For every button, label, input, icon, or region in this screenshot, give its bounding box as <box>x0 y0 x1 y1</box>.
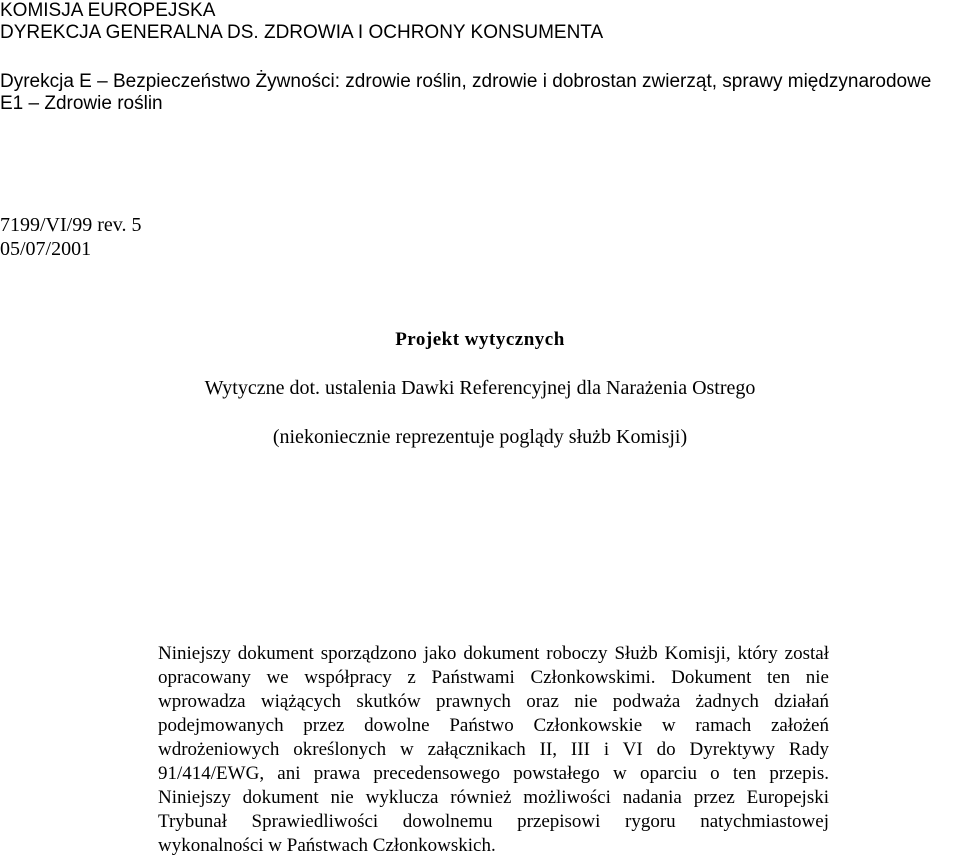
directorate-general-name: DYREKCJA GENERALNA DS. ZDROWIA I OCHRONY KONSUMENTA <box>0 22 604 43</box>
unit-name: E1 – Zdrowie roślin <box>0 93 163 114</box>
document-date: 05/07/2001 <box>0 238 92 260</box>
document-disclaimer: (niekoniecznie reprezentuje poglądy służb Komisji) <box>272 426 688 448</box>
document-heading: Projekt wytycznych <box>395 329 565 350</box>
directorate-name: Dyrekcja E – Bezpieczeństwo Żywności: zdrowie roślin, zdrowie i dobrostan zwierząt, sprawy międzynarodowe <box>0 71 932 92</box>
document-reference-number: 7199/VI/99 rev. 5 <box>0 214 142 236</box>
organization-name: KOMISJA EUROPEJSKA <box>0 0 216 21</box>
document-subject: Wytyczne dot. ustalenia Dawki Referencyjnej dla Narażenia Ostrego <box>204 377 756 399</box>
legal-notice-paragraph: Niniejszy dokument sporządzono jako dokument roboczy Służb Komisji, który został opracowany we współpracy z Państwami Członkowskimi. Dokument ten nie wprowadza wiążących skutków prawnych oraz nie podważa żadnych działań podejmowanych przez dowolne Państwo Członkowskie w ramach założeń wdrożeniowych określonych w załącznikach II, III i VI do Dyrektywy Rady 91/414/EWG, ani prawa precedensowego powstałego w oparciu o ten przepis. Niniejszy dokument nie wyklucza również możliwości nadania przez Europejski Trybunał Sprawiedliwości dowolnemu przepisowi rygoru natychmiastowej wykonalności w Państwach Członkowskich. <box>158 643 829 856</box>
